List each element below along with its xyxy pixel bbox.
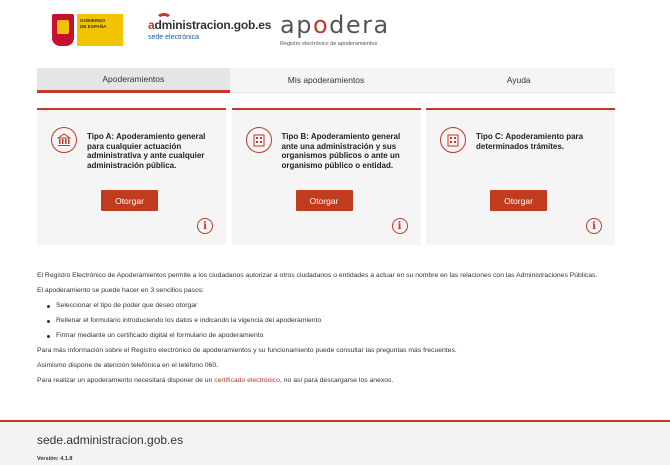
apodera-part2: dera xyxy=(329,11,390,39)
cert-text-before: Para realizar un apoderamiento necesitará disponer de un xyxy=(37,377,215,384)
adm-logo-prefix: a xyxy=(148,18,155,32)
more-info-text: Para más información sobre el Registro electrónico de apoderamientos y su funcionamiento puede consultar las preguntas más frecuentes. xyxy=(37,347,457,354)
footer-domain[interactable]: sede.administracion.gob.es xyxy=(37,433,184,447)
tab-mis-apoderamientos[interactable]: Mis apoderamientos xyxy=(230,68,423,93)
gov-logo-text xyxy=(77,14,123,46)
card-tipo-b xyxy=(232,108,421,245)
gov-logo-line2: DE ESPAÑA xyxy=(80,24,107,29)
building-icon xyxy=(51,127,77,153)
gobierno-de-espana-logo[interactable] xyxy=(52,14,124,48)
gov-logo-line1: GOBIERNO xyxy=(80,18,106,23)
card-title: Tipo C: Apoderamiento para determinados trámites. xyxy=(476,132,584,151)
description xyxy=(37,271,617,391)
list-item: Firmar mediante un certificado digital el formulario de apoderamiento xyxy=(47,331,617,341)
card-title: Tipo B: Apoderamiento general ante una administración y sus organismos públicos o ante un organismo público o entidad. xyxy=(281,132,401,170)
certificado-electronico-link[interactable]: certificado electrónico xyxy=(214,377,280,384)
apodera-o: o xyxy=(312,11,330,39)
coat-of-arms-icon xyxy=(52,14,74,46)
tab-ayuda[interactable]: Ayuda xyxy=(422,68,615,93)
building-icon xyxy=(246,127,272,153)
otorgar-button-c[interactable]: Otorgar xyxy=(490,190,547,211)
swoosh-icon xyxy=(156,13,172,25)
info-icon[interactable]: i xyxy=(197,218,213,234)
apodera-subtitle: Registro electrónico de apoderamientos xyxy=(280,41,378,47)
card-tipo-c xyxy=(426,108,615,245)
apodera-part1: ap xyxy=(280,11,313,39)
info-icon[interactable]: i xyxy=(586,218,602,234)
tab-apoderamientos[interactable]: Apoderamientos xyxy=(37,68,230,93)
apodera-logo[interactable] xyxy=(280,12,390,47)
adm-logo-sub: sede electrónica xyxy=(148,34,199,41)
steps-list xyxy=(47,301,617,341)
footer xyxy=(0,420,670,465)
card-title: Tipo A: Apoderamiento general para cualquier actuación administrativa y ante cualquier administración pública. xyxy=(87,132,206,170)
building-icon xyxy=(440,127,466,153)
info-icon[interactable]: i xyxy=(392,218,408,234)
phone-text: Asimismo dispone de atención telefónica en el teléfono 060. xyxy=(37,362,218,369)
administracion-logo[interactable] xyxy=(148,18,271,41)
power-type-cards xyxy=(37,108,615,245)
steps-intro: El apoderamiento se puede hacer en 3 sencillos pasos: xyxy=(37,287,205,294)
main-tabs xyxy=(37,68,615,93)
otorgar-button-a[interactable]: Otorgar xyxy=(101,190,158,211)
cert-text-after: , no así para descargarse los anexos. xyxy=(279,377,394,384)
intro-text: El Registro Electrónico de Apoderamientos permite a los ciudadanos autorizar a otros ciudadanos o entidades a actuar en su nombre en las relaciones con las Administraciones Públicas. xyxy=(37,272,598,279)
list-item: Seleccionar el tipo de poder que deseo otorgar xyxy=(47,301,617,311)
list-item: Rellenar el formulario introduciendo los datos e indicando la vigencia del apoderamiento xyxy=(47,316,617,326)
version-label: Versión: 4.1.8 xyxy=(37,456,73,462)
certificate-text xyxy=(37,376,617,386)
otorgar-button-b[interactable]: Otorgar xyxy=(296,190,353,211)
header xyxy=(0,0,670,62)
adm-logo-main: dministracion.gob.es xyxy=(154,18,272,32)
card-tipo-a xyxy=(37,108,226,245)
